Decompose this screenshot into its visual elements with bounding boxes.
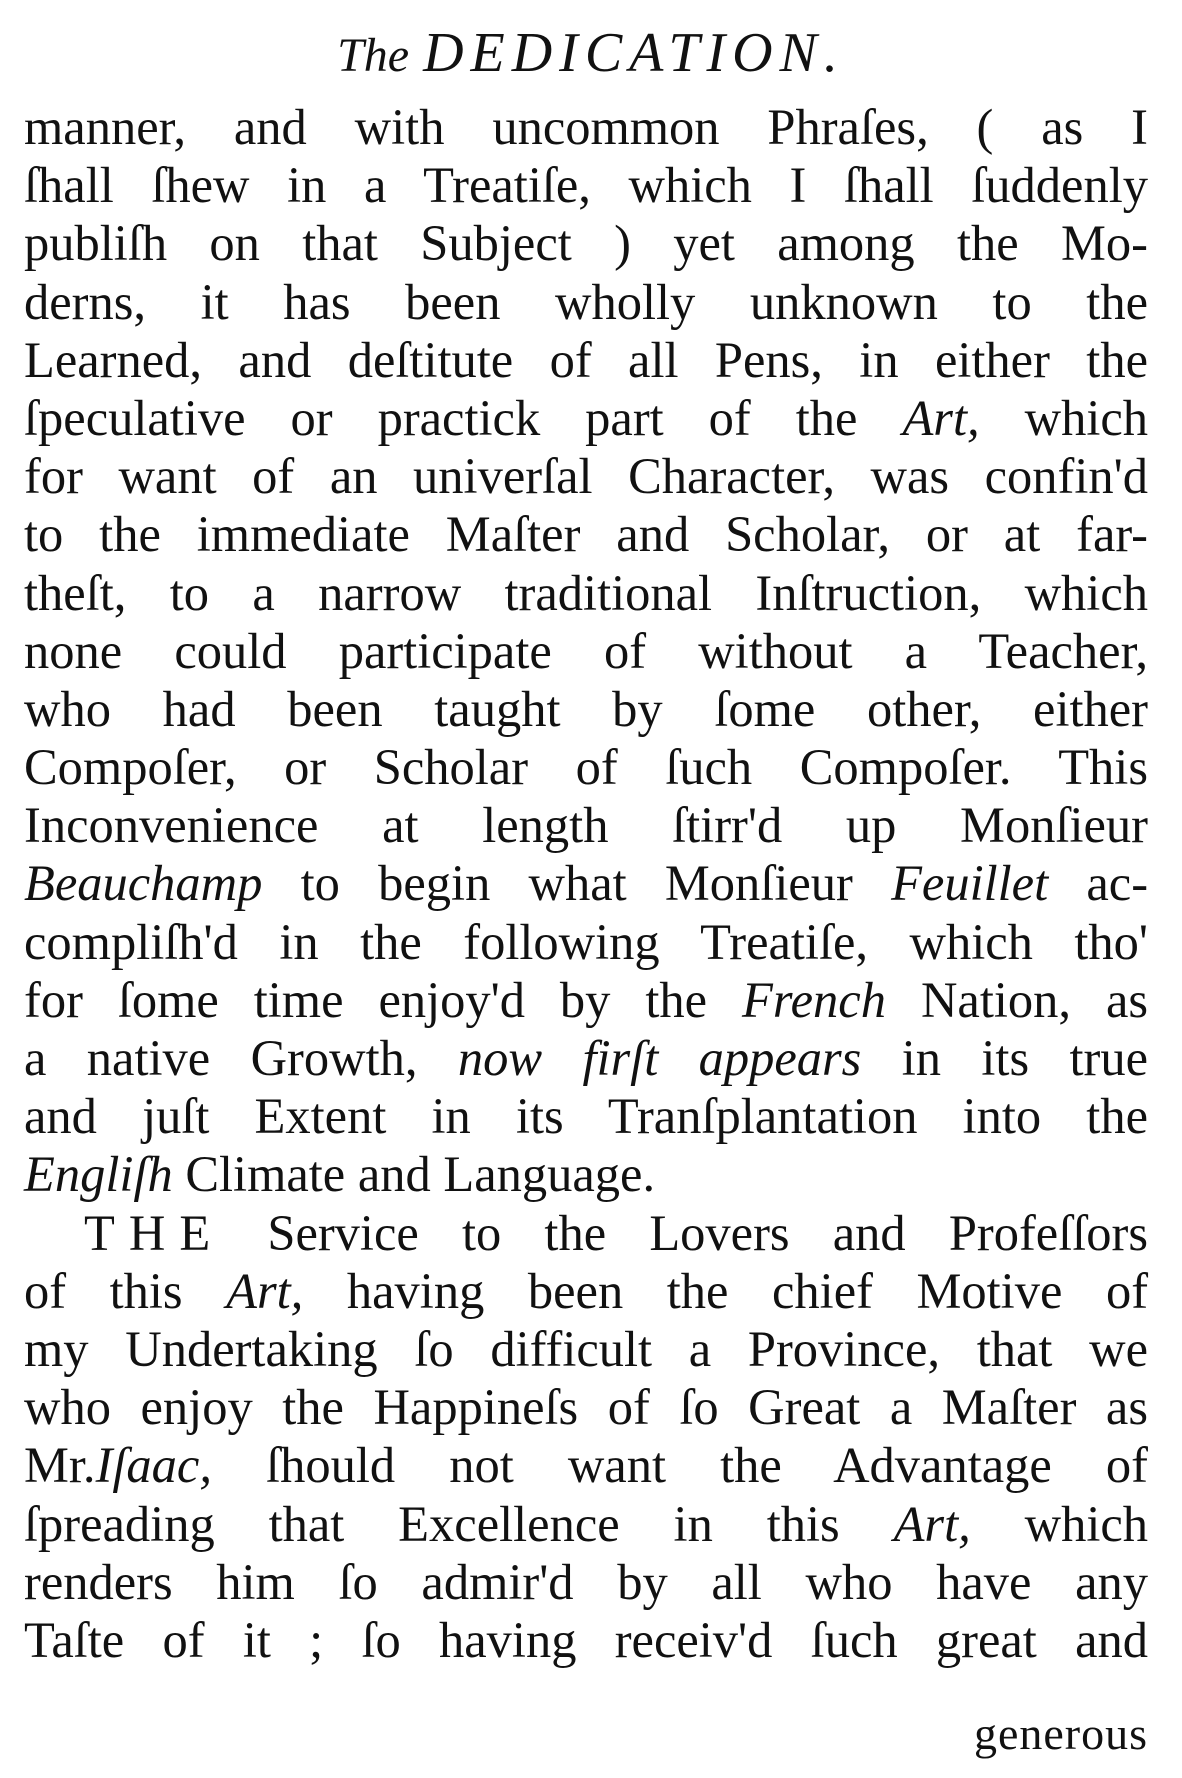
text-segment: Climate and Language.: [185, 1146, 656, 1203]
text-line: Inconvenience at length ſtirr'd up Monſieur: [24, 797, 1148, 854]
text-line: none could participate of without a Teacher,: [24, 622, 1148, 679]
text-line: [24, 854, 1148, 912]
italic-name: Beauchamp: [24, 855, 263, 912]
catchword: generous: [973, 1708, 1148, 1759]
text-line: [24, 1204, 1148, 1262]
text-line: who had been taught by ſome other, either: [24, 680, 1148, 737]
text-line: Learned, and deſtitute of all Pens, in either the: [24, 331, 1148, 388]
italic-term: Art,: [893, 1495, 971, 1552]
text-segment: to begin what Monſieur: [300, 855, 853, 912]
text-segment: ſhould not want the Advantage of: [266, 1437, 1148, 1494]
italic-term: now firſt appears: [457, 1030, 862, 1086]
body-text: [24, 98, 1148, 1669]
text-line: and juſt Extent in its Tranſplantation into the: [24, 1088, 1148, 1145]
text-line: to the immediate Maſter and Scholar, or at far-: [24, 506, 1148, 563]
italic-name: Iſaac,: [95, 1437, 212, 1494]
text-segment: Mr.: [24, 1437, 96, 1494]
text-line: [24, 1145, 1148, 1203]
text-line: [24, 1029, 1148, 1087]
text-segment: having been the chief Motive of: [346, 1262, 1149, 1319]
text-segment: a native Growth,: [24, 1030, 418, 1086]
text-line: my Undertaking ſo difficult a Province, that we: [24, 1320, 1148, 1377]
text-line: ſhall ſhew in a Treatiſe, which I ſhall ſuddenly: [24, 157, 1148, 214]
text-line: manner, and with uncommon Phraſes, ( as I: [24, 99, 1148, 155]
text-segment: ſpeculative or practick part of the: [24, 389, 858, 446]
text-line: [24, 1436, 1148, 1494]
text-line: for want of an univerſal Character, was confin'd: [24, 448, 1148, 505]
text-segment: ſpreading that Excellence in this: [24, 1495, 840, 1552]
text-line: publiſh on that Subject ) yet among the Mo-: [24, 215, 1148, 272]
text-segment: Nation, as: [920, 971, 1149, 1028]
italic-term: Art,: [226, 1262, 304, 1319]
paragraph-opening-word: THE: [84, 1204, 225, 1261]
italic-name: Feuillet: [891, 855, 1049, 912]
text-line: derns, it has been wholly unknown to the: [24, 273, 1148, 330]
text-segment: ac-: [1086, 855, 1149, 912]
running-head: [0, 18, 1182, 91]
text-line: Taſte of it ; ſo having receiv'd ſuch great and: [24, 1611, 1148, 1668]
text-segment: which: [1024, 389, 1149, 446]
text-line: Compoſer, or Scholar of ſuch Compoſer. This: [24, 739, 1148, 796]
italic-term: Art,: [902, 389, 980, 446]
text-line: who enjoy the Happineſs of ſo Great a Maſter as: [24, 1379, 1148, 1436]
text-line: [24, 1262, 1148, 1320]
text-segment: Service to the Lovers and Profeſſors: [267, 1204, 1148, 1261]
text-line: [24, 971, 1148, 1029]
text-line: compliſh'd in the following Treatiſe, which tho': [24, 913, 1148, 970]
text-segment: of this: [24, 1262, 183, 1319]
text-segment: which: [1024, 1495, 1149, 1552]
italic-term: Engliſh: [24, 1146, 173, 1203]
text-line: [24, 1495, 1148, 1553]
running-head-title: DEDICATION.: [423, 22, 845, 84]
text-line: [24, 389, 1148, 447]
text-segment: for ſome time enjoy'd by the: [24, 971, 708, 1028]
italic-term: French: [742, 971, 886, 1028]
text-segment: in its true: [901, 1030, 1149, 1086]
running-head-the: The: [337, 29, 410, 82]
text-line: renders him ſo admir'd by all who have any: [24, 1553, 1148, 1610]
text-line: theſt, to a narrow traditional Inſtruction, which: [24, 564, 1148, 621]
